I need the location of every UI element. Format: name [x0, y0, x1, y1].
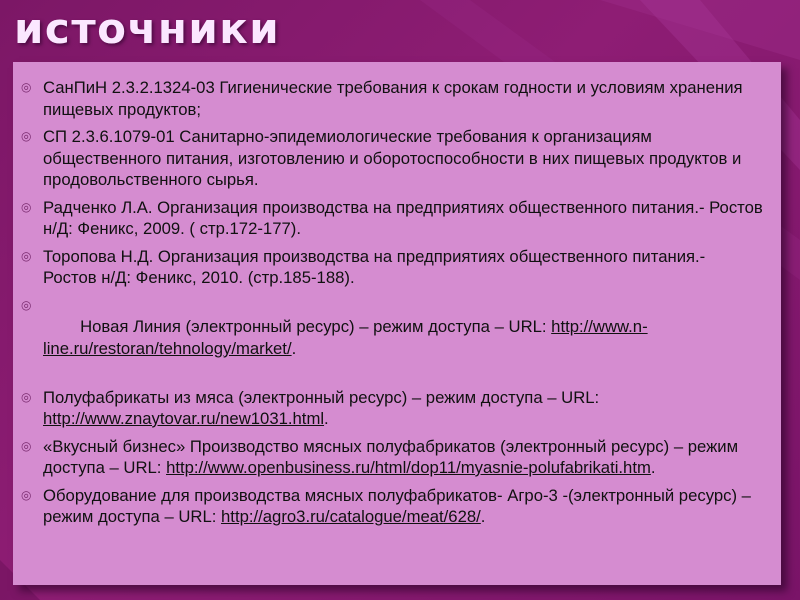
znaytovar-link[interactable]: http://www.znaytovar.ru/new1031.html — [43, 409, 325, 428]
item-tail: . — [324, 409, 329, 428]
page-title: источники — [14, 4, 281, 53]
item-text: Радченко Л.А. Организация производства на предприятиях общественного питания.- Ростов н/Д: Феникс, 2009. ( стр.172-177). — [43, 197, 763, 238]
ring-bullet-icon: ◎ — [21, 199, 32, 214]
list-item — [21, 126, 763, 191]
item-text: Торопова Н.Д. Организация производства на предприятиях общественного питания.- Ростов н/Д: Феникс, 2010. (стр.185-188). — [43, 246, 706, 287]
item-tail: . — [291, 338, 297, 358]
ring-bullet-icon: ◎ — [21, 438, 32, 453]
list-item — [21, 246, 763, 289]
agro3-link[interactable]: http://agro3.ru/catalogue/meat/628/ — [221, 507, 481, 526]
ring-bullet-icon: ◎ — [21, 389, 32, 404]
sources-list — [13, 62, 781, 528]
list-item — [21, 77, 763, 120]
item-tail: . — [480, 507, 486, 526]
item-text: Новая Линия (электронный ресурс) – режим доступа – URL: — [70, 317, 552, 336]
ring-bullet-icon: ◎ — [21, 129, 32, 143]
item-tail: . — [650, 458, 656, 477]
openbusiness-link[interactable]: http://www.openbusiness.ru/html/dop11/myasnie-polufabrikati.htm — [166, 458, 651, 477]
sources-panel — [13, 62, 781, 585]
n-line-link[interactable]: http://www.n-line.ru/restoran/tehnology/market/ — [43, 317, 648, 358]
list-item — [21, 295, 763, 381]
list-item — [21, 436, 763, 479]
ring-bullet-icon: ◎ — [21, 487, 32, 502]
item-text: Полуфабрикаты из мяса (электронный ресурс) – режим доступа – URL: — [43, 387, 600, 407]
list-item — [21, 485, 763, 528]
ring-bullet-icon: ◎ — [21, 80, 32, 94]
item-text: СанПиН 2.3.2.1324-03 Гигиенические требования к срокам годности и условиям хранения пищевых продуктов; — [43, 78, 743, 119]
list-item — [21, 387, 763, 430]
list-item — [21, 197, 763, 240]
ring-bullet-icon: ◎ — [21, 248, 32, 263]
item-text: «Вкусный бизнес» Производство мясных полуфабрикатов (электронный ресурс) – режим доступа – URL: — [43, 436, 739, 477]
item-text: Оборудование для производства мясных полуфабрикатов- Агро-3 -(электронный ресурс) – режим доступа – URL: — [43, 485, 751, 526]
item-text: СП 2.3.6.1079-01 Санитарно-эпидемиологические требования к организациям общественного питания, изготовлению и оборотоспособности в них пищевых продуктов и продовольственного сырья. — [43, 127, 742, 189]
ring-bullet-icon: ◎ — [21, 297, 32, 312]
